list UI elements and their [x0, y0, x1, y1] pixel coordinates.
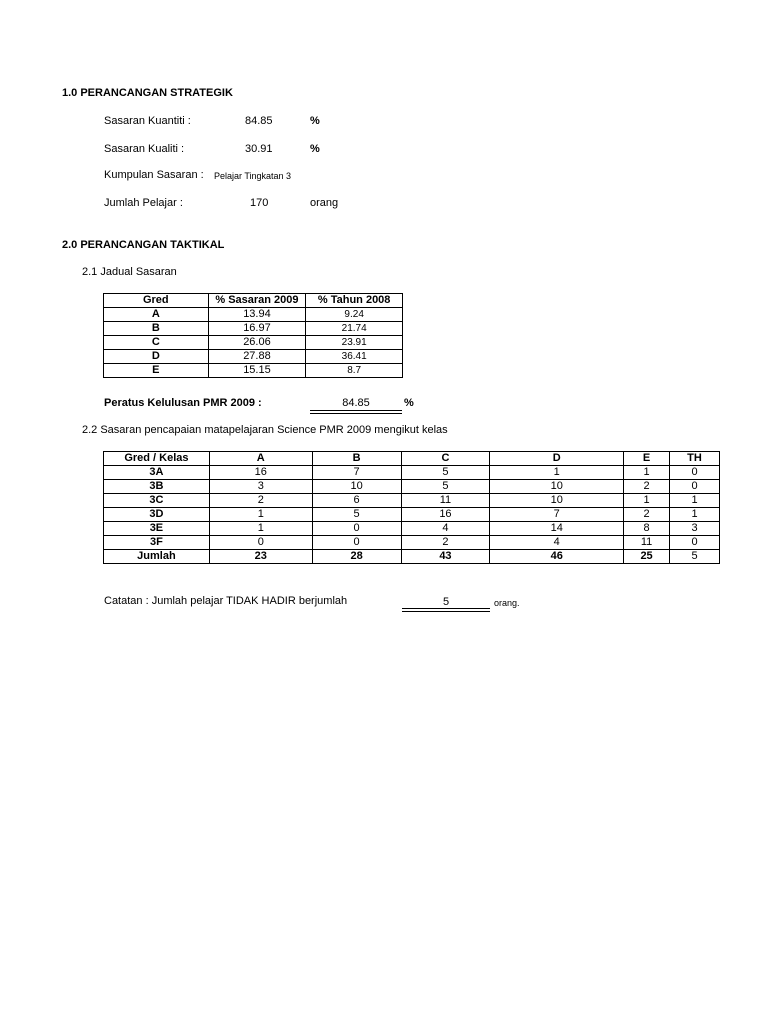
- table-row: [104, 536, 720, 550]
- pass-rate-unit: %: [404, 397, 414, 409]
- count-cell: 1: [209, 522, 312, 536]
- group-label: Kumpulan Sasaran :: [104, 169, 204, 181]
- count-cell: 0: [209, 536, 312, 550]
- absent-note-value: 5: [442, 596, 450, 608]
- count-cell: 0: [670, 536, 720, 550]
- count-cell: 2: [624, 480, 670, 494]
- count-cell: 7: [490, 508, 624, 522]
- total-cell: 5: [670, 550, 720, 564]
- count-cell: 14: [490, 522, 624, 536]
- count-cell: 11: [624, 536, 670, 550]
- target-2009-cell: 15.15: [208, 364, 306, 378]
- quality-value: 30.91: [245, 143, 273, 155]
- count-cell: 1: [670, 508, 720, 522]
- class-cell: 3D: [104, 508, 210, 522]
- count-cell: 16: [209, 466, 312, 480]
- table-header-row: [104, 452, 720, 466]
- absent-note-label: Catatan : Jumlah pelajar TIDAK HADIR berjumlah: [104, 595, 348, 607]
- column-header: % Sasaran 2009: [208, 294, 306, 308]
- class-cell: 3A: [104, 466, 210, 480]
- total-row: [104, 550, 720, 564]
- column-header: % Tahun 2008: [306, 294, 403, 308]
- pass-rate-underline: [310, 410, 402, 414]
- count-cell: 10: [490, 480, 624, 494]
- column-header: Gred: [104, 294, 209, 308]
- class-target-table: [103, 451, 720, 564]
- year-2008-cell: 36.41: [306, 350, 403, 364]
- count-cell: 10: [312, 480, 401, 494]
- table-row: [104, 480, 720, 494]
- total-cell: 25: [624, 550, 670, 564]
- count-cell: 2: [401, 536, 490, 550]
- count-cell: 3: [670, 522, 720, 536]
- count-cell: 6: [312, 494, 401, 508]
- quality-label: Sasaran Kualiti :: [104, 143, 185, 155]
- count-cell: 4: [401, 522, 490, 536]
- students-label: Jumlah Pelajar :: [104, 197, 183, 209]
- total-cell: 46: [490, 550, 624, 564]
- count-cell: 8: [624, 522, 670, 536]
- quality-unit: %: [310, 143, 320, 155]
- column-header: Gred / Kelas: [104, 452, 210, 466]
- section2-heading: 2.0 PERANCANGAN TAKTIKAL: [62, 239, 225, 251]
- subsection-2-1: 2.1 Jadual Sasaran: [82, 266, 177, 278]
- grade-cell: A: [104, 308, 209, 322]
- target-2009-cell: 13.94: [208, 308, 306, 322]
- table-row: [104, 308, 403, 322]
- class-cell: 3E: [104, 522, 210, 536]
- column-header: A: [209, 452, 312, 466]
- count-cell: 1: [490, 466, 624, 480]
- absent-note-unit: orang.: [494, 598, 520, 608]
- subsection-2-2: 2.2 Sasaran pencapaian matapelajaran Science PMR 2009 mengikut kelas: [82, 424, 448, 436]
- year-2008-cell: 9.24: [306, 308, 403, 322]
- students-unit: orang: [310, 197, 339, 209]
- grade-cell: E: [104, 364, 209, 378]
- class-cell: 3F: [104, 536, 210, 550]
- count-cell: 2: [209, 494, 312, 508]
- target-2009-cell: 16.97: [208, 322, 306, 336]
- pass-rate-value: 84.85: [342, 397, 370, 409]
- table-row: [104, 466, 720, 480]
- count-cell: 1: [624, 466, 670, 480]
- count-cell: 5: [312, 508, 401, 522]
- total-cell: 23: [209, 550, 312, 564]
- total-cell: 43: [401, 550, 490, 564]
- quantity-label: Sasaran Kuantiti :: [104, 115, 191, 127]
- count-cell: 0: [312, 522, 401, 536]
- count-cell: 5: [401, 466, 490, 480]
- section1-heading: 1.0 PERANCANGAN STRATEGIK: [62, 87, 233, 99]
- grade-cell: D: [104, 350, 209, 364]
- count-cell: 2: [624, 508, 670, 522]
- pass-rate-label: Peratus Kelulusan PMR 2009 :: [104, 397, 262, 409]
- table-row: [104, 364, 403, 378]
- count-cell: 4: [490, 536, 624, 550]
- table-row: [104, 322, 403, 336]
- target-table: [103, 293, 403, 378]
- table-row: [104, 494, 720, 508]
- count-cell: 7: [312, 466, 401, 480]
- count-cell: 16: [401, 508, 490, 522]
- count-cell: 1: [209, 508, 312, 522]
- target-2009-cell: 26.06: [208, 336, 306, 350]
- year-2008-cell: 23.91: [306, 336, 403, 350]
- count-cell: 0: [670, 466, 720, 480]
- count-cell: 11: [401, 494, 490, 508]
- count-cell: 1: [624, 494, 670, 508]
- quantity-value: 84.85: [245, 115, 273, 127]
- target-2009-cell: 27.88: [208, 350, 306, 364]
- total-cell: 28: [312, 550, 401, 564]
- year-2008-cell: 8.7: [306, 364, 403, 378]
- students-value: 170: [250, 197, 269, 209]
- class-cell: 3B: [104, 480, 210, 494]
- table-row: [104, 336, 403, 350]
- group-value: Pelajar Tingkatan 3: [214, 171, 292, 181]
- class-cell: 3C: [104, 494, 210, 508]
- grade-cell: B: [104, 322, 209, 336]
- quantity-unit: %: [310, 115, 320, 127]
- column-header: D: [490, 452, 624, 466]
- column-header: C: [401, 452, 490, 466]
- absent-note-underline: [402, 608, 490, 612]
- table-header-row: [104, 294, 403, 308]
- column-header: E: [624, 452, 670, 466]
- table-row: [104, 508, 720, 522]
- table-row: [104, 522, 720, 536]
- table-row: [104, 350, 403, 364]
- column-header: B: [312, 452, 401, 466]
- column-header: TH: [670, 452, 720, 466]
- count-cell: 1: [670, 494, 720, 508]
- count-cell: 0: [312, 536, 401, 550]
- count-cell: 10: [490, 494, 624, 508]
- grade-cell: C: [104, 336, 209, 350]
- count-cell: 0: [670, 480, 720, 494]
- count-cell: 5: [401, 480, 490, 494]
- count-cell: 3: [209, 480, 312, 494]
- total-label-cell: Jumlah: [104, 550, 210, 564]
- year-2008-cell: 21.74: [306, 322, 403, 336]
